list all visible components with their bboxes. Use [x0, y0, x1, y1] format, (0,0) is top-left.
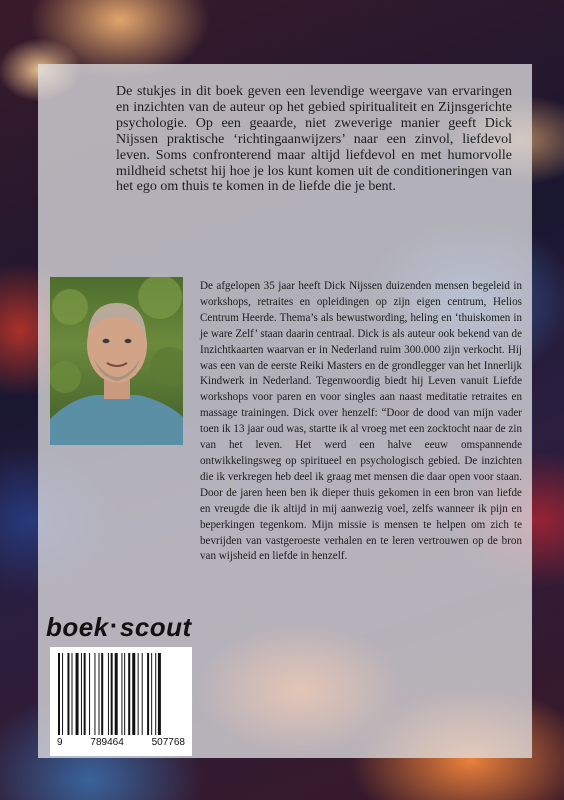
- barcode-bar: [72, 653, 73, 735]
- publisher-logo-part2: scout: [119, 612, 192, 642]
- barcode-bar: [111, 653, 113, 735]
- barcode-bar: [94, 653, 95, 735]
- barcode-bar: [58, 653, 60, 735]
- barcode-bar: [128, 653, 130, 735]
- back-cover-panel: [38, 64, 532, 758]
- barcode-digit-group: 507768: [151, 737, 185, 748]
- publisher-logo-dot: ·: [109, 610, 119, 640]
- barcode-bar: [147, 653, 149, 735]
- barcode-bar: [76, 653, 79, 735]
- barcode-digits: [56, 737, 186, 748]
- book-blurb: De stukjes in dit boek geven een levendige weergave van ervaringen en inzichten van de auteur op het gebied spiritualiteit en Zijnsgerichte psychologie. Op een geaarde, niet zweverige manier geeft Dick Nijssen praktische ‘richtingaanwijzers’ naar een zinvol, liefdevol leven. Soms confronterend maar altijd liefdevol en met humorvolle mildheid schetst hij hoe je los kunt komen uit de conditioneringen van het ego om thuis te komen in de liefde die je bent.: [116, 84, 512, 195]
- barcode-bar: [142, 653, 143, 735]
- barcode-bar: [115, 653, 118, 735]
- barcode-bar: [108, 653, 109, 735]
- barcode-bar: [101, 653, 103, 735]
- barcode-bar: [158, 653, 161, 735]
- barcode-digit-group: 9: [57, 737, 63, 748]
- barcode-bar: [81, 653, 82, 735]
- barcode-bar: [84, 653, 86, 735]
- isbn-barcode: [50, 647, 192, 756]
- barcode-icon: [56, 653, 186, 735]
- barcode-bar: [132, 653, 135, 735]
- barcode-bar: [62, 653, 63, 735]
- barcode-bar: [121, 653, 122, 735]
- barcode-bar: [89, 653, 90, 735]
- barcode-bar: [99, 653, 100, 735]
- author-photo: [50, 277, 183, 445]
- author-bio: De afgelopen 35 jaar heeft Dick Nijssen duizenden mensen begeleid in workshops, retraites en opleidingen op zijn eigen centrum, Helios Centrum Heerde. Thema’s als bewustwording, heling en ‘thuiskomen in je ware Zelf’ staan daarin centraal. Dick is als auteur ook bekend van de Inzichtkaarten waarvan er in Nederland ruim 300.000 zijn verkocht. Hij was een van de eerste Reiki Masters en de grondlegger van het Innerlijk Kindwerk in Nederland. Tegenwoordig biedt hij Leven vanuit Liefde workshops voor paren en voor singles aan naast meditatie retraites en massage trainingen. Dick over henzelf: “Door de dood van mijn vader toen ik 13 jaar oud was, startte ik al vroeg met een zocktocht naar de zin van het leven. Het werd een halve eeuw omspannende ontwikkelingsweg op spiritueel en psychologisch gebied. De inzichten die ik verkregen heb deel ik graag met mensen die daar open voor staan. Door de jaren heen ben ik dieper thuis gekomen in een bron van liefde en vreugde die ik altijd in mij aanwezig voel, zelfs wanneer ik pijn en beperkingen tegenkom. Mijn missie is mensen te helpen om zich te bevrijden van vastgeroeste verhalen en te leren vertrouwen op de bron van wijsheid en liefde in henzelf.: [200, 280, 522, 563]
- barcode-bar: [67, 653, 69, 735]
- barcode-bar: [124, 653, 125, 735]
- publisher-logo-part1: boek: [46, 612, 109, 642]
- barcode-digit-group: 789464: [90, 737, 124, 748]
- barcode-bar: [151, 653, 152, 735]
- barcode-bar: [155, 653, 156, 735]
- barcode-bar: [138, 653, 139, 735]
- publisher-logo: [46, 612, 196, 640]
- author-portrait-icon: [50, 277, 183, 445]
